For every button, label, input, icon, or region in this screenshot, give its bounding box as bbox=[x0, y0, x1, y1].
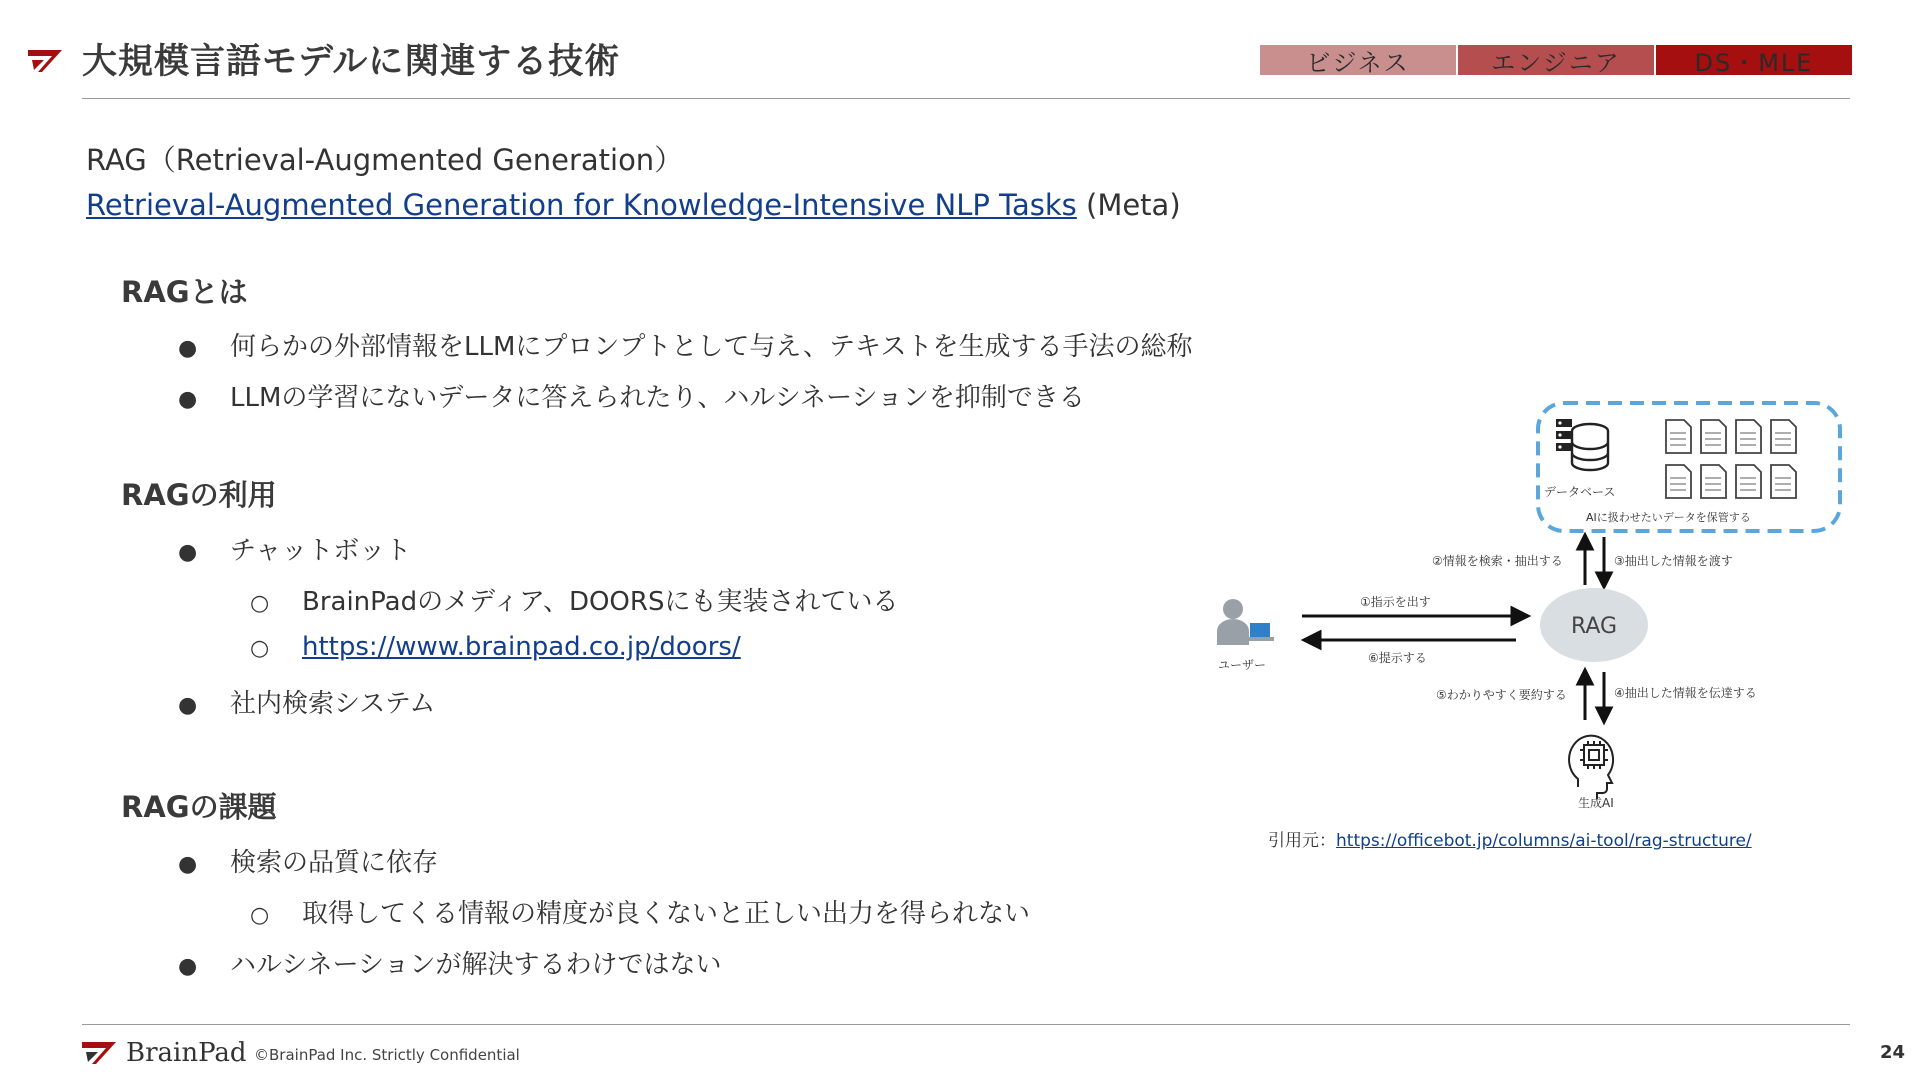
citation-prefix: 引用元： bbox=[1268, 831, 1336, 851]
audience-tag-bar bbox=[1260, 45, 1852, 75]
citation-link[interactable]: https://officebot.jp/columns/ai-tool/rag-structure/ bbox=[1336, 831, 1752, 851]
bullet-icon: ● bbox=[178, 954, 198, 979]
step-3-label: ③抽出した情報を渡す bbox=[1614, 554, 1733, 568]
citation bbox=[1268, 826, 1752, 851]
step-4-label: ④抽出した情報を伝達する bbox=[1614, 686, 1757, 700]
step-6-label: ⑥提示する bbox=[1368, 651, 1427, 665]
bullet-icon: ● bbox=[178, 336, 198, 361]
user-icon bbox=[1217, 599, 1274, 645]
brand-chevron-icon bbox=[28, 46, 68, 76]
database-icon bbox=[1556, 419, 1608, 470]
rag-label: RAG bbox=[1570, 614, 1618, 639]
page-title: 大規模言語モデルに関連する技術 bbox=[82, 42, 621, 82]
rag-architecture-diagram bbox=[1200, 395, 1850, 815]
paper-source: (Meta) bbox=[1076, 188, 1181, 222]
database-label: データベース bbox=[1544, 485, 1616, 499]
footer-logo bbox=[82, 1038, 247, 1068]
footer-divider bbox=[82, 1024, 1850, 1025]
list-item: ○ BrainPadのメディア、DOORSにも実装されている bbox=[250, 587, 899, 617]
brand-wordmark: BrainPad bbox=[126, 1038, 247, 1068]
step-5-label: ⑤わかりやすく要約する bbox=[1436, 688, 1567, 702]
page-number: 24 bbox=[1880, 1042, 1906, 1063]
paper-link[interactable]: Retrieval-Augmented Generation for Knowledge-Intensive NLP Tasks bbox=[86, 188, 1077, 222]
sub-bullet-icon: ○ bbox=[250, 591, 270, 616]
list-item: ● ハルシネーションが解決するわけではない bbox=[178, 950, 722, 980]
generative-ai-icon bbox=[1569, 736, 1613, 799]
header-divider bbox=[82, 98, 1850, 99]
bullet-icon: ● bbox=[178, 540, 198, 565]
tag-engineer: エンジニア bbox=[1458, 45, 1654, 75]
section-heading-rag-usage: RAGの利用 bbox=[121, 478, 277, 512]
sub-bullet-icon: ○ bbox=[250, 636, 270, 661]
ai-label: 生成AI bbox=[1578, 796, 1614, 810]
bullet-icon: ● bbox=[178, 387, 198, 412]
list-item: ● 社内検索システム bbox=[178, 689, 436, 719]
sub-bullet-icon: ○ bbox=[250, 903, 270, 928]
step-2-label: ②情報を検索・抽出する bbox=[1432, 554, 1563, 568]
store-caption: AIに扱わせたいデータを保管する bbox=[1586, 511, 1751, 524]
brand-chevron-icon bbox=[82, 1038, 122, 1068]
list-item bbox=[250, 632, 741, 662]
doors-link[interactable]: https://www.brainpad.co.jp/doors/ bbox=[302, 632, 741, 662]
step-1-label: ①指示を出す bbox=[1360, 595, 1431, 609]
bullet-icon: ● bbox=[178, 852, 198, 877]
slide-subtitle: RAG（Retrieval-Augmented Generation） bbox=[86, 143, 684, 177]
copyright-notice: ©BrainPad Inc. Strictly Confidential bbox=[254, 1046, 520, 1064]
list-item: ● チャットボット bbox=[178, 536, 412, 566]
tag-ds-mle: DS・MLE bbox=[1656, 45, 1852, 75]
paper-reference bbox=[86, 188, 1181, 222]
tag-business: ビジネス bbox=[1260, 45, 1456, 75]
list-item: ● 検索の品質に依存 bbox=[178, 848, 439, 878]
section-heading-what-is-rag: RAGとは bbox=[121, 275, 248, 309]
user-label: ユーザー bbox=[1218, 658, 1267, 672]
documents-icon bbox=[1666, 420, 1796, 498]
list-item: ● LLMの学習にないデータに答えられたり、ハルシネーションを抑制できる bbox=[178, 383, 1085, 413]
list-item: ○ 取得してくる情報の精度が良くないと正しい出力を得られない bbox=[250, 899, 1031, 929]
section-heading-rag-challenges: RAGの課題 bbox=[121, 790, 277, 824]
list-item: ● 何らかの外部情報をLLMにプロンプトとして与え、テキストを生成する手法の総称 bbox=[178, 332, 1193, 362]
bullet-icon: ● bbox=[178, 693, 198, 718]
